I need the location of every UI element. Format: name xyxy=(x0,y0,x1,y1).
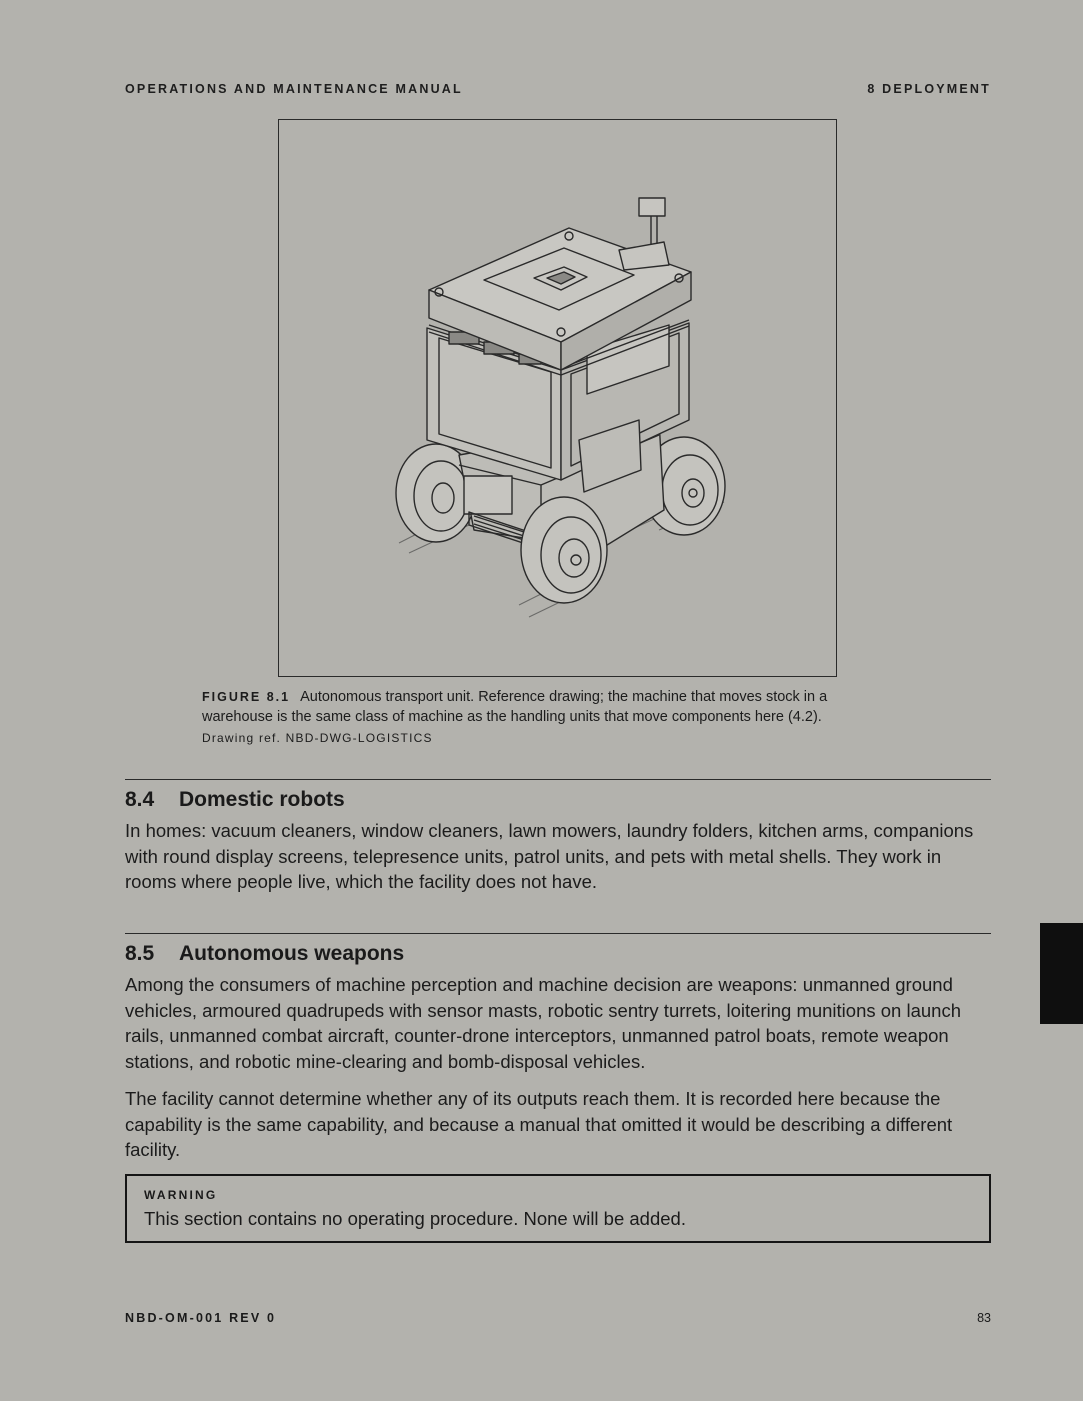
section-paragraph: Among the consumers of machine perception and machine decision are weapons: unmanned ground vehicles, armoured quadrupeds with sensor masts, robotic sentry turrets, loitering munitions on launch rails, unmanned combat aircraft, counter-drone interceptors, unmanned patrol boats, remote weapon stations, and robotic mine-clearing and bomb-disposal vehicles. xyxy=(125,974,961,1072)
figure-label: FIGURE 8.1 xyxy=(202,690,291,704)
section-title: Autonomous weapons xyxy=(179,942,405,965)
section-number: 8.5 xyxy=(125,942,155,965)
chapter-thumb-tab xyxy=(1040,923,1083,1024)
document-id: NBD-OM-001 REV 0 xyxy=(125,1311,277,1325)
running-header xyxy=(125,82,991,96)
warning-text: This section contains no operating procedure. None will be added. xyxy=(144,1208,686,1229)
section-rule xyxy=(125,933,991,934)
figure-frame xyxy=(278,119,837,677)
drawing-ref: Drawing ref. NBD-DWG-LOGISTICS xyxy=(202,731,433,745)
section-heading xyxy=(125,788,991,812)
section-8-5 xyxy=(125,933,991,1175)
warning-label: WARNING xyxy=(144,1188,218,1202)
figure-caption xyxy=(202,687,862,749)
section-8-4 xyxy=(125,779,991,907)
robot-drawing xyxy=(279,120,836,676)
section-heading xyxy=(125,942,991,966)
chapter-title: 8 DEPLOYMENT xyxy=(867,82,991,96)
section-number: 8.4 xyxy=(125,788,155,811)
manual-title: OPERATIONS AND MAINTENANCE MANUAL xyxy=(125,82,463,96)
figure-caption-text: Autonomous transport unit. Reference drawing; the machine that moves stock in a warehouse is the same class of machine as the handling units that move components here (4.2). xyxy=(202,689,828,725)
page-number: 83 xyxy=(977,1311,991,1325)
section-paragraph: The facility cannot determine whether any of its outputs reach them. It is recorded here because the capability is the same capability, and because a manual that omitted it would be describing a different facility. xyxy=(125,1088,953,1160)
warning-box xyxy=(125,1174,991,1243)
section-rule xyxy=(125,779,991,780)
section-paragraph: In homes: vacuum cleaners, window cleaners, lawn mowers, laundry folders, kitchen arms, companions with round display screens, telepresence units, patrol units, and pets with metal shells. They work in rooms where people live, which the facility does not have. xyxy=(125,820,974,892)
page-footer xyxy=(125,1311,991,1325)
section-title: Domestic robots xyxy=(179,788,345,811)
